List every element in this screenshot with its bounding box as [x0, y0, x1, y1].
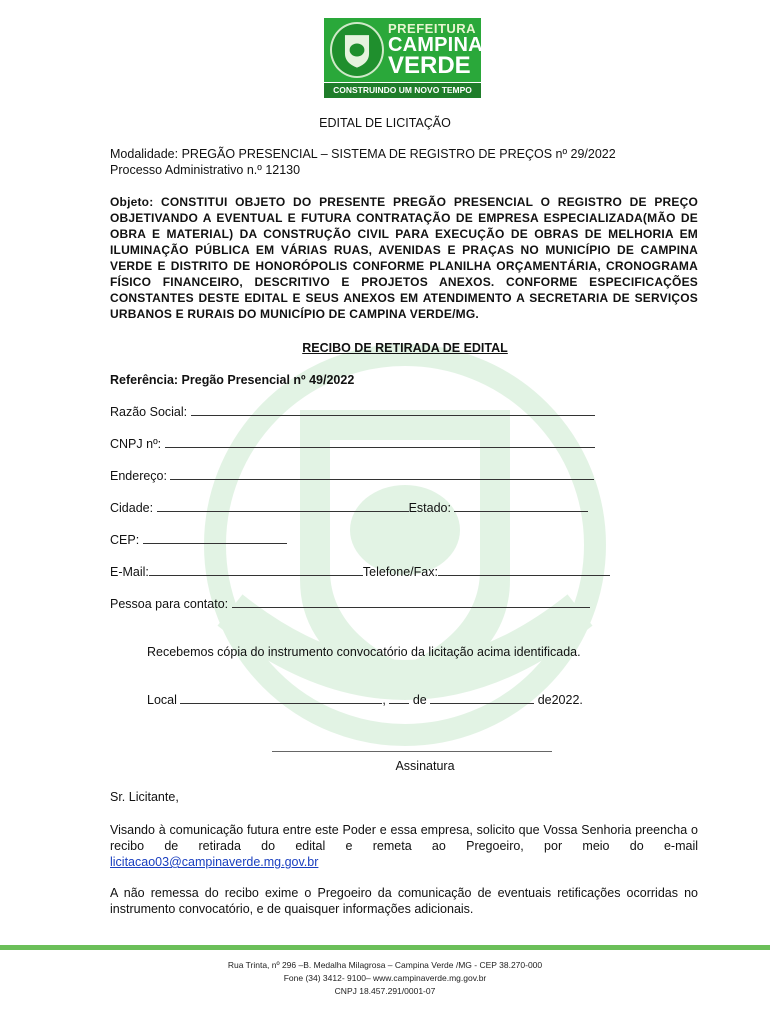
local-date-line[interactable]: [147, 692, 583, 708]
recebemos-line: Recebemos cópia do instrumento convocatório da licitação acima identificada.: [147, 645, 581, 659]
logo-campina-text: CAMPINA: [388, 34, 483, 56]
month-blank[interactable]: [430, 692, 534, 704]
day-blank[interactable]: [389, 692, 409, 704]
logo-slogan: CONSTRUINDO UM NOVO TEMPO: [324, 83, 481, 98]
razao-social-blank[interactable]: [191, 404, 595, 416]
endereco-label: Endereço:: [110, 469, 167, 483]
logo-verde-text: VERDE: [388, 52, 471, 79]
footer-cnpj: CNPJ 18.457.291/0001-07: [334, 986, 436, 996]
cep-label: CEP:: [110, 533, 140, 547]
endereco-field[interactable]: [110, 468, 594, 484]
email-telefone-field[interactable]: [110, 564, 610, 580]
saudacao-line: Sr. Licitante,: [110, 790, 179, 804]
footer-divider: [0, 945, 770, 950]
local-blank[interactable]: [180, 692, 382, 704]
local-comma: ,: [382, 693, 386, 707]
cnpj-label: CNPJ nº:: [110, 437, 162, 451]
footer-contact: Fone (34) 3412- 9100– www.campinaverde.mg.gov.br: [283, 973, 487, 983]
contato-field[interactable]: [110, 596, 590, 612]
email-link[interactable]: licitacao03@campinaverde.mg.gov.br: [110, 855, 319, 869]
footer-address: Rua Trinta, nº 296 –B. Medalha Milagrosa – Campina Verde /MG - CEP 38.270-000: [227, 960, 543, 970]
year-label: de2022.: [537, 693, 583, 707]
estado-blank[interactable]: [454, 500, 588, 512]
contato-blank[interactable]: [232, 596, 590, 608]
date-de-label: de: [412, 693, 427, 707]
contato-label: Pessoa para contato:: [110, 597, 229, 611]
visando-text: Visando à comunicação futura entre este Poder e essa empresa, solicito que Vossa Senhoria preencha o recibo de retirada do edital e remeta ao Pregoeiro, por meio do e-mail: [110, 823, 698, 853]
estado-label: Estado:: [408, 501, 451, 515]
endereco-blank[interactable]: [170, 468, 594, 480]
logo-prefeitura-text: PREFEITURA: [388, 21, 477, 36]
processo-line: Processo Administrativo n.º 12130: [110, 163, 301, 177]
prefeitura-logo: [324, 18, 481, 98]
cidade-label: Cidade:: [110, 501, 154, 515]
email-blank[interactable]: [149, 564, 363, 576]
local-label: Local: [147, 693, 177, 707]
recibo-heading: RECIBO DE RETIRADA DE EDITAL: [302, 341, 508, 355]
cidade-estado-field[interactable]: [110, 500, 588, 516]
email-label: E-Mail:: [110, 565, 149, 579]
cnpj-blank[interactable]: [165, 436, 595, 448]
telefone-blank[interactable]: [438, 564, 610, 576]
cidade-blank[interactable]: [157, 500, 409, 512]
signature-line[interactable]: [272, 751, 552, 752]
visando-paragraph: [110, 822, 698, 870]
objeto-paragraph: Objeto: CONSTITUI OBJETO DO PRESENTE PREGÃO PRESENCIAL O REGISTRO DE PREÇO OBJETIVANDO A EVENTUAL E FUTURA CONTRATAÇÃO DE EMPRESA ESPECIALIZADA(MÃO DE OBRA E MATERIAL) DA CONSTRUÇÃO CIVIL PARA EXECUÇÃO DE OBRAS DE MELHORIA EM ILUMINAÇÃO PÚBLICA EM VÁRIAS RUAS, AVENIDAS E PRAÇAS NO MUNICÍPIO DE CAMPINA VERDE E DISTRITO DE HONORÓPOLIS CONFORME PLANILHA ORÇAMENTÁRIA, CRONOGRAMA FÍSICO FINANCEIRO, DESCRITIVO E PROJETOS ANEXOS. CONFORME ESPECIFICAÇÕES CONSTANTES DESTE EDITAL E SEUS ANEXOS EM ATENDIMENTO A SECRETARIA DE SERVIÇOS URBANOS E RURAIS DO MUNICÍPIO DE CAMPINA VERDE/MG.: [110, 195, 698, 321]
modalidade-line: Modalidade: PREGÃO PRESENCIAL – SISTEMA DE REGISTRO DE PREÇOS nº 29/2022: [110, 147, 616, 161]
razao-social-field[interactable]: [110, 404, 595, 420]
cep-blank[interactable]: [143, 532, 287, 544]
cep-field[interactable]: [110, 532, 287, 548]
document-title: EDITAL DE LICITAÇÃO: [319, 116, 451, 130]
referencia-line: Referência: Pregão Presencial nº 49/2022: [110, 373, 355, 387]
cnpj-field[interactable]: [110, 436, 595, 452]
coat-of-arms-icon: [330, 22, 384, 78]
assinatura-label: Assinatura: [395, 759, 455, 773]
remessa-paragraph: A não remessa do recibo exime o Pregoeiro da comunicação de eventuais retificações ocorridas no instrumento convocatório, e de quaisquer informações adicionais.: [110, 886, 698, 916]
razao-social-label: Razão Social:: [110, 405, 188, 419]
telefone-label: Telefone/Fax:: [362, 565, 438, 579]
